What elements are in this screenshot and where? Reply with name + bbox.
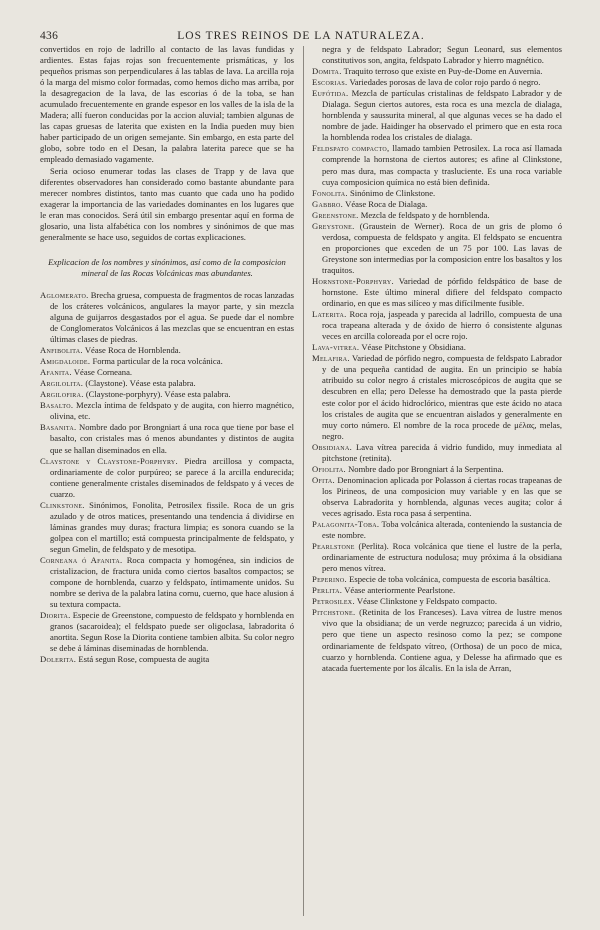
running-title: LOS TRES REINOS DE LA NATURALEZA. <box>177 30 425 42</box>
glossary-entry <box>40 422 294 455</box>
glossary-definition: Véase Clinkstone y Feldspato compacto. <box>356 596 498 607</box>
glossary-entry <box>40 290 294 345</box>
glossary-entry <box>312 342 562 353</box>
column-divider <box>303 46 304 916</box>
glossary-term: Perlita. <box>312 585 343 596</box>
glossary-entry <box>312 143 562 187</box>
glossary-entry <box>312 66 562 77</box>
glossary-definition: (Claystone). Véase esta palabra. <box>85 378 196 389</box>
glossary-entry <box>40 654 294 665</box>
glossary-term: Petrosilex. <box>312 596 355 607</box>
glossary-definition: Véase Roca de Hornblenda. <box>84 345 181 356</box>
glossary-definition: Nombre dado por Brongniart á la Serpentina. <box>348 463 504 474</box>
glossary-term: Basanita. <box>40 422 77 433</box>
glossary-definition: Lava vítrea parecida á vidrio fundido, muy inmediata al pitchstone (retinita). <box>322 441 562 463</box>
glossary-entry <box>312 574 562 585</box>
glossary-definition: (Claystone-porphyry). Véase esta palabra. <box>85 389 231 400</box>
glossary-entry <box>40 378 294 389</box>
glossary-entry <box>40 456 294 500</box>
glossary-term: Fonolita. <box>312 187 348 198</box>
glossary-entry <box>40 345 294 356</box>
glossary-term: Feldspato compacto, <box>312 143 390 154</box>
glossary-term: Clinkstone. <box>40 499 85 510</box>
glossary-definition: Especie de Greenstone, compuesto de feldspato y hornblenda en granos (sacaroidea); el feldspato puede ser oligoclasa, labradorita ó anortita. Segun Rose la Diorita contiene tambien albita. Su color negro se debe á láminas diseminadas de hornblenda. <box>50 610 294 654</box>
glossary-definition: Denominacion aplicada por Polasson á ciertas rocas trapeanas de los Pirineos, de una composicion muy variable y en las que se observa Labradorita y hornblenda, algunas veces augita; color á veces agrisado. Esta roca pasa á serpentina. <box>322 474 562 518</box>
glossary-entry <box>312 77 562 88</box>
glossary-entry <box>312 442 562 464</box>
glossary-term: Peperino. <box>312 574 347 585</box>
glossary-definition: Variedad de pórfido feldspático de base de hornstone. Este último mineral difiere del feldspato compacto ordinario, en que es mas silíceo y mas difícilmente fusible. <box>322 275 562 309</box>
glossary-term: Gabbro. <box>312 198 344 209</box>
glossary-term: Dolerita. <box>40 654 77 665</box>
glossary-term: Obsidiana. <box>312 441 353 452</box>
glossary-entry <box>312 276 562 309</box>
glossary-entry <box>312 88 562 143</box>
glossary-term: Greystone. <box>312 220 355 231</box>
glossary-term: Ofiolita. <box>312 463 346 474</box>
glossary-definition: Nombre dado por Brongniart á una roca que tiene por base el basalto, con cristales mas ó menos abundantes y distintos de augita que se hallan diseminados en ella. <box>50 422 295 455</box>
page-number: 436 <box>40 30 59 42</box>
glossary-definition: (Perlita). Roca volcánica que tiene el lustre de la perla, ordinariamente de estructura nodulosa; muy próxima á la obsidiana pero menos vítrea. <box>322 541 562 574</box>
glossary-definition: Está segun Rose, compuesta de augita <box>78 654 210 665</box>
glossary-list-right <box>312 66 562 674</box>
glossary-entry <box>40 610 294 654</box>
glossary-term: Laterita. <box>312 309 347 320</box>
body-paragraph: convertidos en rojo de ladrillo al contacto de las lavas fundidas y ardientes. Estas fajas rojas son frecuentemente prismáticas, y los pequeños prismas son perpendiculares á las tablas de lava. La arcilla roja ó la marga del mismo color formadas, como hemos dicho mas arriba, por la desagregacion de la lava, de las escorias ó de la toba, se han acumulado frecuentemente en grande espesor en los valles de la isla de la Madera; allí fueron conducidas por la accion aluvial; tambien algunas de las capas gruesas de laterita que existen en la India pueden muy bien haber participado de un origen semejante. Sin embargo, en esta parte del globo, sobre todo en el Desan, la palabra laterita parece que se ha empleado demasiado vagamente. <box>40 44 294 165</box>
glossary-definition: Especie de toba volcánica, compuesta de escoria basáltica. <box>349 574 551 585</box>
glossary-term: Ofita. <box>312 474 336 485</box>
glossary-entry <box>40 356 294 367</box>
continued-entry-text: negra y de feldspato Labrador; Segun Leonard, sus elementos constitutivos son, angita, feldspato Labrador y hierro magnético. <box>322 44 562 66</box>
glossary-entry <box>312 210 562 221</box>
glossary-definition: (Retinita de los Franceses). Lava vítrea de lustre menos vivo que la obsidiana; de un verde negruzco; parecida á un vidrio, pero que tiene un aspecto resinoso como la pez; se compone ordinariamente de feldspato vítreo, (Orthosa) de un poco de mica, cuarzo y hornblenda. Contiene agua, y Delesse ha afirmado que es atacada fuertemente por los álcalis. En la isla de Arran, <box>322 607 563 673</box>
glossary-definition: Roca compacta y homogénea, sin indicios de cristalizacion, de fractura unida como ciertos basaltos compactos; se compone de hornblenda, cuarzo y feldspato, íntimamente unidos. Su nombre se deriva de la palabra latina cornu, cuerno, que hace alusion á su textura compacta. <box>50 554 294 610</box>
glossary-term: Greenstone. <box>312 209 359 220</box>
glossary-entry <box>40 400 294 422</box>
glossary-definition: Roca roja, jaspeada y parecida al ladrillo, compuesta de una roca trapeana alterada y de óxido de hierro ó consistente algunas veces en arcilla coloreada por el ocre rojo. <box>322 309 562 342</box>
glossary-entry <box>312 519 562 541</box>
glossary-definition: Mezcla de partículas cristalinas de feldspato Labrador y de Dialaga. Segun ciertos autores, esta roca es una mezcla de dialaga, hornblenda y saussurita mineral, al que algunas veces se ha dado el nombre de jade. Haidinger ha observado el primero que en esta roca la hornblenda rodea los cristales de dialaga. <box>322 88 562 143</box>
glossary-term: Anfibolita. <box>40 345 83 356</box>
glossary-term: Aglomerato. <box>40 289 89 300</box>
glossary-definition: Mezcla íntima de feldspato y de augita, con hierro magnético, olivina, etc. <box>50 400 294 422</box>
section-heading: Explicacion de los nombres y sinónimos, así como de la composicion mineral de las Rocas Volcánicas mas abundantes. <box>48 256 286 279</box>
glossary-definition: Variedades porosas de lava de color rojo pardo ó negro. <box>349 77 541 88</box>
glossary-term: Pitchstone. <box>312 607 356 618</box>
glossary-entry <box>312 221 562 276</box>
glossary-entry <box>312 309 562 342</box>
glossary-definition: llamado tambien Petrosilex. La roca así llamada comprende la hornstona de ciertos autores; es afine al Clinkstone, pero mas dura, mas compacta y trasluciente. Es una roca variable cuya composicion química no está bien definida. <box>322 143 562 187</box>
glossary-entry <box>312 541 562 574</box>
glossary-term: Domita. <box>312 66 342 77</box>
glossary-entry <box>312 188 562 199</box>
glossary-term: Amigdaloide. <box>40 356 91 367</box>
glossary-definition: Variedad de pórfido negro, compuesta de feldspato Labrador y de una pequeña cantidad de augita. En un principio se había atribuido su color negro á cristales microscópicos de augita que se descubren en ella; pero Delesse ha demostrado que la pasta pierde este color por el ácido hidroclórico, mientras que este ácido no ataca los cristales de augita que se encuentran aislados y generalmente en muy corto número. El nombre de la roca procede de μέλας, melas, negro. <box>322 353 562 441</box>
body-paragraph: Seria ocioso enumerar todas las clases de Trapp y de lava que diferentes observadores han considerado como bastante abundante para merecer nombres distintos, tanto mas cuanto que cada uno ha podido exagerar la importancia de las variedades dominantes en los lugares que le eran mas conocidos. Será útil sin embargo presentar aquí en forma de glosario, una lista alfabética con los nombres y sinónimos de que mas generalmente se hace uso, seguidos de cortas explicaciones. <box>40 165 294 242</box>
glossary-entry <box>312 464 562 475</box>
left-column <box>40 44 294 665</box>
glossary-term: Eufótida. <box>312 88 349 99</box>
glossary-definition: Traquito terroso que existe en Puy-de-Dome en Auvernia. <box>343 66 543 77</box>
glossary-definition: Piedra arcillosa y compacta, ordinariamente de color purpúreo; se parece á la arcilla endurecida; contiene generalmente cristales diseminados de feldspato y á veces de cuarzo. <box>50 455 294 499</box>
glossary-entry <box>312 585 562 596</box>
glossary-definition: Sinónimos, Fonolita, Petrosilex fissile. Roca de un gris azulado y de otros matices, presentando una tendencia á dividirse en láminas grandes muy duras; fractura limpia; es sonora cuando se la golpea con el martillo; está compuesta principalmente de feldspato, y segun Gmelin, de feldspato y de mesotipa. <box>50 499 294 554</box>
glossary-term: Hornstone-Porphyry. <box>312 275 394 286</box>
glossary-term: Argilolita. <box>40 378 84 389</box>
glossary-entry <box>312 353 562 441</box>
glossary-definition: Véase Pitchstone y Obsidiana. <box>361 342 466 353</box>
glossary-term: Corneana ó Afanita. <box>40 554 123 565</box>
glossary-term: Claystone y Claystone-Porphyry. <box>40 455 179 466</box>
glossary-term: Argilofira. <box>40 389 84 400</box>
glossary-term: Melafira. <box>312 353 350 364</box>
glossary-entry <box>40 389 294 400</box>
glossary-definition: Mezcla de feldspato y de hornblenda. <box>360 209 490 220</box>
glossary-term: Escorias. <box>312 77 348 88</box>
glossary-definition: Véase Corneana. <box>73 367 133 378</box>
glossary-entry <box>40 367 294 378</box>
glossary-entry <box>312 596 562 607</box>
glossary-term: Palagonita-Toba. <box>312 519 380 530</box>
glossary-definition: Sinónimo de Clinkstone. <box>349 187 436 198</box>
glossary-term: Afanita. <box>40 367 72 378</box>
glossary-definition: Véase anteriormente Pearlstone. <box>344 585 456 596</box>
glossary-definition: Véase Roca de Dialaga. <box>345 198 428 209</box>
glossary-definition: Brecha gruesa, compuesta de fragmentos de rocas lanzadas de los cráteres volcánicos, angulares la mayor parte, y sin mezcla alguna de guijarros desgastados por el agua. Se puede dar el nombre de Conglomeratos Volcánicos á las mezclas que se encuentran en estas últimas clases de piedras. <box>50 289 294 345</box>
glossary-definition: (Graustein de Werner). Roca de un gris de plomo ó verdosa, compuesta de feldspato y angita. El feldspato se encuentra en proporciones que exceden de un 75 por 100. Las lavas de Greystone son intermedias por la composicion entre los basaltos y los traquitos. <box>322 220 562 275</box>
glossary-term: Diorita. <box>40 610 71 621</box>
glossary-entry <box>312 199 562 210</box>
glossary-term: Pearlstone <box>312 541 355 552</box>
glossary-term: Lava-vitrea. <box>312 342 360 353</box>
glossary-entry <box>40 555 294 610</box>
glossary-definition: Forma particular de la roca volcánica. <box>92 356 223 367</box>
glossary-entry <box>312 607 562 673</box>
right-column <box>312 44 562 674</box>
glossary-term: Basalto. <box>40 400 74 411</box>
glossary-list-left <box>40 290 294 666</box>
glossary-definition: Toba volcánica alterada, conteniendo la sustancia de este nombre. <box>322 519 562 541</box>
glossary-entry <box>312 475 562 519</box>
glossary-entry <box>40 500 294 555</box>
